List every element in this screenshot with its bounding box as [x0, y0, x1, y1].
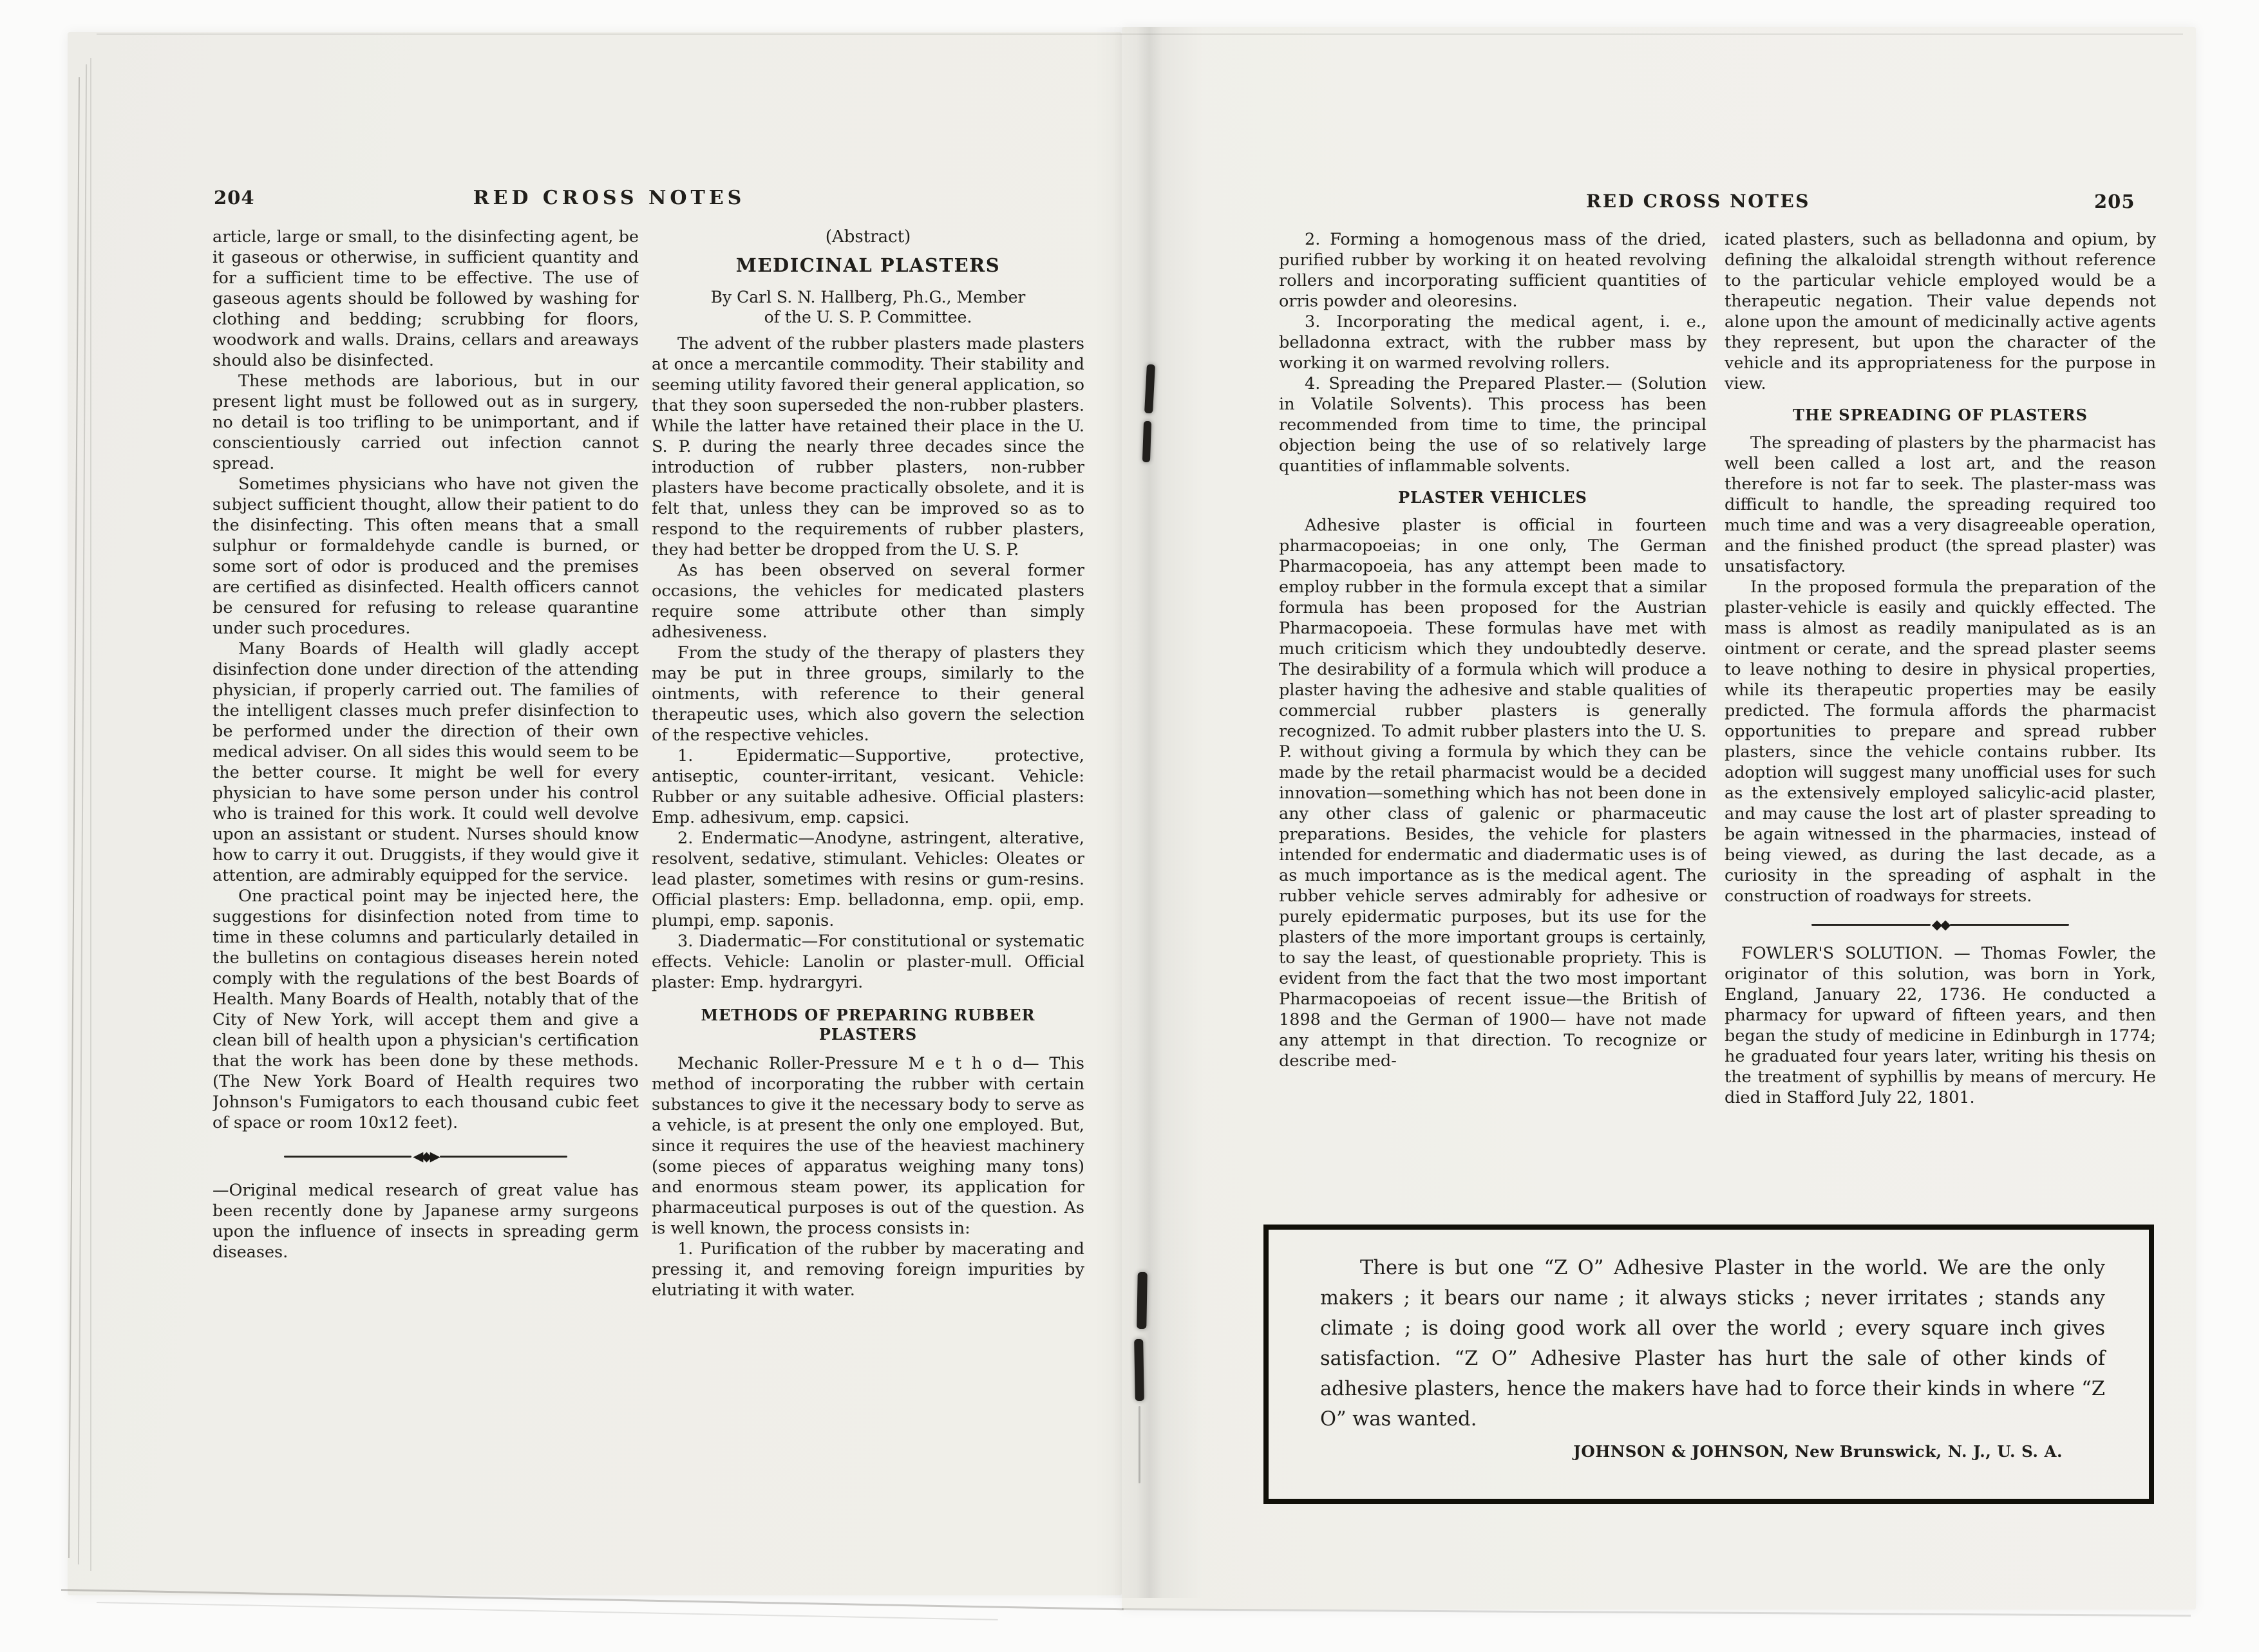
advertisement-box [1263, 1225, 2154, 1504]
divider-line [1950, 924, 2069, 926]
binding-stitch [1142, 421, 1151, 462]
top-page-edge [97, 33, 2183, 35]
paragraph: article, large or small, to the disinfecting agent, be it gaseous or otherwise, in sufficient quantity and for a sufficient time to be effective. The use of gaseous agents should be followed by washing for clothing and bedding; scrubbing for floors, woodwork and walls. Drains, cellars and areaways should also be disinfected. [213, 227, 639, 370]
article-title: MEDICINAL PLASTERS [735, 254, 1001, 276]
section-divider-ornament [284, 1150, 567, 1163]
byline-line-2: of the U. S. P. Committee. [764, 308, 972, 326]
paragraph: 3. Diadermatic—For constitutional or systematic effects. Vehicle: Lanolin or plaster-mull. Official plaster: Emp. hydrargyri. [652, 932, 1084, 992]
running-header-left: RED CROSS NOTES [473, 187, 746, 209]
page-number-204: 204 [214, 187, 255, 209]
binding-stitch [1134, 1339, 1144, 1401]
paragraph: 1. Epidermatic—Supportive, protective, antiseptic, counter-irritant, vesicant. Vehicle: Rubber or any suitable adhesive. Official plasters: Emp. adhesivum, emp. capsici. [652, 746, 1084, 827]
paragraph: The spreading of plasters by the pharmacist has well been called a lost art, and the reason therefore is not far to seek. The plaster-mass was difficult to handle, the spreading required too much time and was a very disagreeable operation, and the finished product (the spread plaster) was unsatisfactory. [1725, 433, 2156, 576]
paragraph: 2. Endermatic—Anodyne, astringent, alterative, resolvent, sedative, stimulant. Vehicles: Oleates or lead plaster, sometimes with resins or gum-resins. Official plasters: Emp. belladonna, emp. opii, emp. plumpi, emp. saponis. [652, 829, 1084, 930]
paragraph: Adhesive plaster is official in fourteen pharmacopoeias; in one only, The German Pharmacopoeia, has any attempt been made to employ rubber in the formula except that a similar formula has been proposed for the Austrian Pharmacopoeia. These formulas have met with much criticism which they undoubtedly deserve. The desirability of a formula which will produce a plaster having the adhesive and stable qualities of commercial rubber plasters is generally recognized. To admit rubber plasters into the U. S. P. without giving a formula by which they can be made by the retail pharmacist would be a decided innovation—something which has not been done in any other class of galenic or pharmaceutic preparations. Besides, the vehicle for plasters intended for endermatic and diadermatic uses is of as much importance as is the medical agent. The rubber vehicle serves admirably for adhesive or purely epidermatic purposes, but its use for the plasters of the more important groups is certainly, to say the least, of questionable propriety. This is evident from the fact that the two most important Pharmacopoeias of recent issue—the British of 1898 and the German of 1900— have not made any attempt in that direction. To recognize or describe med- [1279, 516, 1706, 1071]
continuation-paragraph: icated plasters, such as belladonna and opium, by defining the alkaloidal strength without reference to the particular vehicle employed would be a therapeutic negation. Their value depends not alone upon the amount of medicinally active agents they represent, but upon the character of the vehicle and its appropriateness for the purpose in view. [1725, 230, 2156, 393]
paragraph: The advent of the rubber plasters made plasters at once a mercantile commodity. Their stability and seeming utility favored their general application, so that they soon superseded the non-rubber plasters. While the latter have retained their place in the U. S. P. during the nearly three decades since the introduction of rubber plasters, non-rubber plasters have become practically obsolete, and it is felt that, unless they can be improved so as to respond to the requirements of rubber plasters, they had better be dropped from the U. S. P. [652, 334, 1084, 559]
note-paragraph: —Original medical research of great value has been recently done by Japanese army surgeons upon the influence of insects in spreading germ diseases. [213, 1181, 639, 1262]
binding-thread [1139, 1406, 1140, 1483]
advertisement-text: There is but one “Z O” Adhesive Plaster in the world. We are the only makers ; it bears our name ; it always sticks ; never irritates ; stands any climate ; is doing good work all over the world ; every square inch gives satisfaction. “Z O” Adhesive Plaster has hurt the sale of other kinds of adhesive plasters, hence the makers have had to force their kinds in where “Z O” was wanted. [1320, 1257, 2105, 1431]
right-page-column-2 [1725, 229, 2156, 1214]
paragraph: Sometimes physicians who have not given the subject sufficient thought, allow their patient to do the disinfecting. This often means that a small sulphur or formaldehyde candle is burned, or some sort of odor is produced and the premises are certified as disinfected. Health officers cannot be censured for refusing to release quarantine under such procedures. [213, 474, 639, 638]
paragraph: One practical point may be injected here, the suggestions for disinfection noted from time to time in these columns and particularly detailed in the bulletins on contagious diseases herein noted comply with the regulations of the best Boards of Health. Many Boards of Health, notably that of the City of New York, will accept them and give a clean bill of health upon a physician's certification that the work has been done by these methods. (The New York Board of Health requires two Johnson's Fumigators to each thousand cubic feet of space or room 10x12 feet). [213, 887, 639, 1132]
binding-stitch [1137, 1272, 1148, 1329]
byline-line-1: By Carl S. N. Hallberg, Ph.G., Member [710, 288, 1026, 306]
divider-line [1811, 924, 1931, 926]
paragraph: As has been observed on several former occasions, the vehicles for medicated plasters require some attribute other than simply adhesiveness. [652, 561, 1084, 642]
paragraph: Many Boards of Health will gladly accept disinfection done under direction of the attending physician, if properly carried out. The families of the intelligent classes much prefer disinfection to be performed under the direction of their own medical adviser. On all sides this would seem to be the better course. It might be well for every physician to have some person under his control who is trained for this work. It could well devolve upon an assistant or student. Nurses should know how to carry it out. Druggists, if they would give it attention, are admirably equipped for the service. [213, 639, 639, 885]
page-number-205: 205 [2094, 191, 2135, 212]
paragraph: From the study of the therapy of plasters they may be put in three groups, similarly to the ointments, with reference to their general therapeutic uses, which also govern the selection of the respective vehicles. [652, 643, 1084, 745]
left-page-column-1 [213, 227, 639, 1566]
fore-edge-line [90, 58, 91, 1571]
left-page-column-2 [652, 227, 1084, 1566]
section-subhead: PLASTERS [818, 1025, 918, 1044]
section-subhead: THE SPREADING OF PLASTERS [1793, 406, 2088, 424]
paragraph: 4. Spreading the Prepared Plaster.— (Solution in Volatile Solvents). This process has been recommended from time to time, the principal objection being the use of so relatively large quantities of inflammable solvents. [1279, 374, 1706, 476]
divider-arrow-diamond-icon: ◆◆ [1931, 917, 1949, 932]
section-subhead: PLASTER VEHICLES [1398, 488, 1587, 507]
divider-line [284, 1156, 411, 1158]
section-divider-ornament [1811, 918, 2069, 932]
right-page-column-1 [1279, 229, 1706, 1214]
paragraph: 1. Purification of the rubber by macerating and pressing it, and removing foreign impurities by elutriating it with water. [652, 1239, 1084, 1300]
paragraph: Mechanic Roller-Pressure M e t h o d— This method of incorporating the rubber with certain substances to give it the necessary body to serve as a vehicle, is at present the only one employed. But, since it requires the use of the heaviest machinery (some pieces of apparatus weighing many tons) and enormous steam power, its application for pharmaceutical purposes is out of the question. As is well known, the process consists in: [652, 1054, 1084, 1238]
paragraph: 3. Incorporating the medical agent, i. e., belladonna extract, with the rubber mass by working it on warmed revolving rollers. [1279, 312, 1706, 373]
running-header-right: RED CROSS NOTES [1585, 191, 1811, 212]
abstract-label: (Abstract) [825, 227, 911, 247]
divider-arrow-diamond-icon: ◀◆▶ [413, 1149, 439, 1164]
section-subhead: METHODS OF PREPARING RUBBER [701, 1006, 1035, 1024]
paragraph: 2. Forming a homogenous mass of the dried, purified rubber by working it on heated revolving rollers and incorporating sufficient quantities of orris powder and oleoresins. [1279, 230, 1706, 311]
advertisement-signature: JOHNSON & JOHNSON, New Brunswick, N. J., U. S. A. [1573, 1442, 2063, 1461]
fowler-paragraph: FOWLER'S SOLUTION. — Thomas Fowler, the originator of this solution, was born in York, England, January 22, 1736. He conducted a pharmacy for upward of fifteen years, and then began the study of medicine in Edinburgh in 1774; he graduated four years later, writing his thesis on the treatment of syphillis by means of mercury. He died in Stafford July 22, 1801. [1725, 944, 2156, 1107]
paragraph: In the proposed formula the preparation of the plaster-vehicle is easily and quickly effected. The mass is almost as readily manipulated as is an ointment or cerate, and the spread plaster seems to leave nothing to desire in physical properties, while its therapeutic properties may be easily predicted. The formula affords the pharmacist opportunities to prepare and spread rubber plasters, since the vehicle contains rubber. Its adoption will suggest many unofficial uses for such as the extensively employed salicylic-acid plaster, and may cause the lost art of plaster spreading to be again witnessed in the pharmacies, instead of being viewed, as during the last decade, as a curiosity in the spreading of asphalt in the construction of roadways for streets. [1725, 577, 2156, 906]
divider-line [440, 1156, 567, 1158]
paragraph: These methods are laborious, but in our present light must be followed out as in surgery, no detail is too trifling to be unimportant, and if conscientiously carried out infection cannot spread. [213, 371, 639, 473]
